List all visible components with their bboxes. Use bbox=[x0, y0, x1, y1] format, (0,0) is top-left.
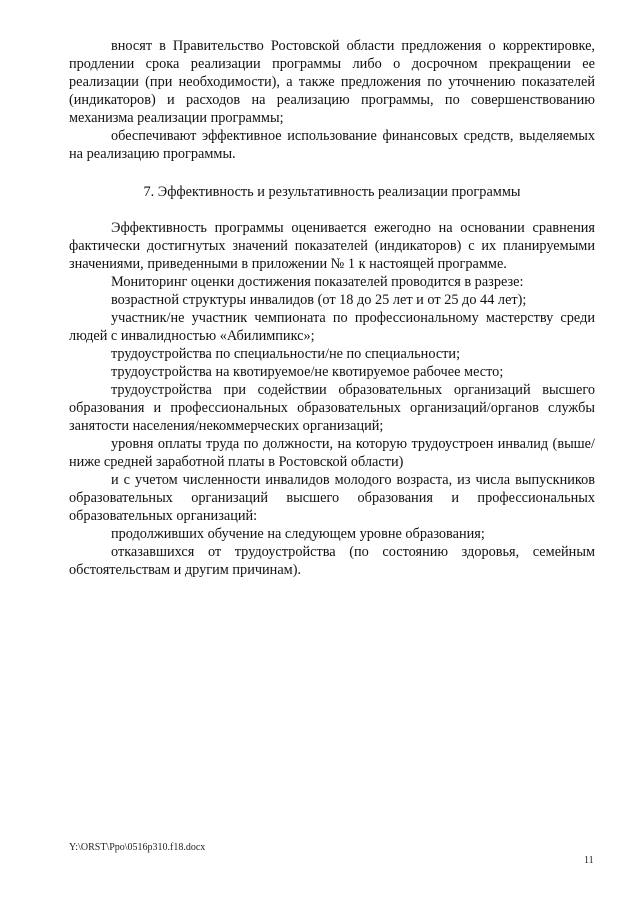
paragraph: трудоустройства на квотируемое/не квотируемое рабочее место; bbox=[111, 364, 504, 380]
section-heading: 7. Эффективность и результативность реализации программы bbox=[143, 184, 521, 200]
paragraph: трудоустройства по специальности/не по специальности; bbox=[111, 346, 461, 362]
paragraph: и с учетом численности инвалидов молодого возраста, из числа выпускников образовательных организаций высшего образования и профессиональных образовательных организаций: bbox=[69, 472, 595, 524]
page-number: 11 bbox=[584, 855, 594, 866]
paragraph: Мониторинг оценки достижения показателей проводится в разрезе: bbox=[111, 274, 524, 290]
paragraph: участник/не участник чемпионата по профессиональному мастерству среди людей с инвалидностью «Абилимпикс»; bbox=[69, 310, 595, 344]
paragraph: возрастной структуры инвалидов (от 18 до 25 лет и от 25 до 44 лет); bbox=[111, 292, 527, 308]
paragraph: отказавшихся от трудоустройства (по состоянию здоровья, семейным обстоятельствам и другим причинам). bbox=[69, 544, 595, 578]
paragraph: обеспечивают эффективное использование финансовых средств, выделяемых на реализацию программы. bbox=[69, 128, 595, 162]
paragraph: Эффективность программы оценивается ежегодно на основании сравнения фактически достигнутых значений показателей (индикаторов) с их планируемыми значениями, приведенными в приложении № 1 к настоящей программе. bbox=[69, 220, 595, 272]
paragraph: вносят в Правительство Ростовской области предложения о корректировке, продлении срока реализации программы либо о досрочном прекращении ее реализации (при необходимости), а также предложения по уточнению показателей (индикаторов) и расходов на реализацию программы, по совершенствованию механизма реализации программы; bbox=[69, 38, 595, 126]
paragraph: продолживших обучение на следующем уровне образования; bbox=[111, 526, 485, 542]
paragraph: трудоустройства при содействии образовательных организаций высшего образования и профессиональных образовательных организаций/органов службы занятости населения/некоммерческих организаций; bbox=[69, 382, 595, 434]
document-body bbox=[69, 37, 595, 579]
paragraph: уровня оплаты труда по должности, на которую трудоустроен инвалид (выше/ниже средней заработной платы в Ростовской области) bbox=[69, 436, 595, 470]
footer-file-path: Y:\ORST\Ppo\0516p310.f18.docx bbox=[69, 842, 206, 853]
